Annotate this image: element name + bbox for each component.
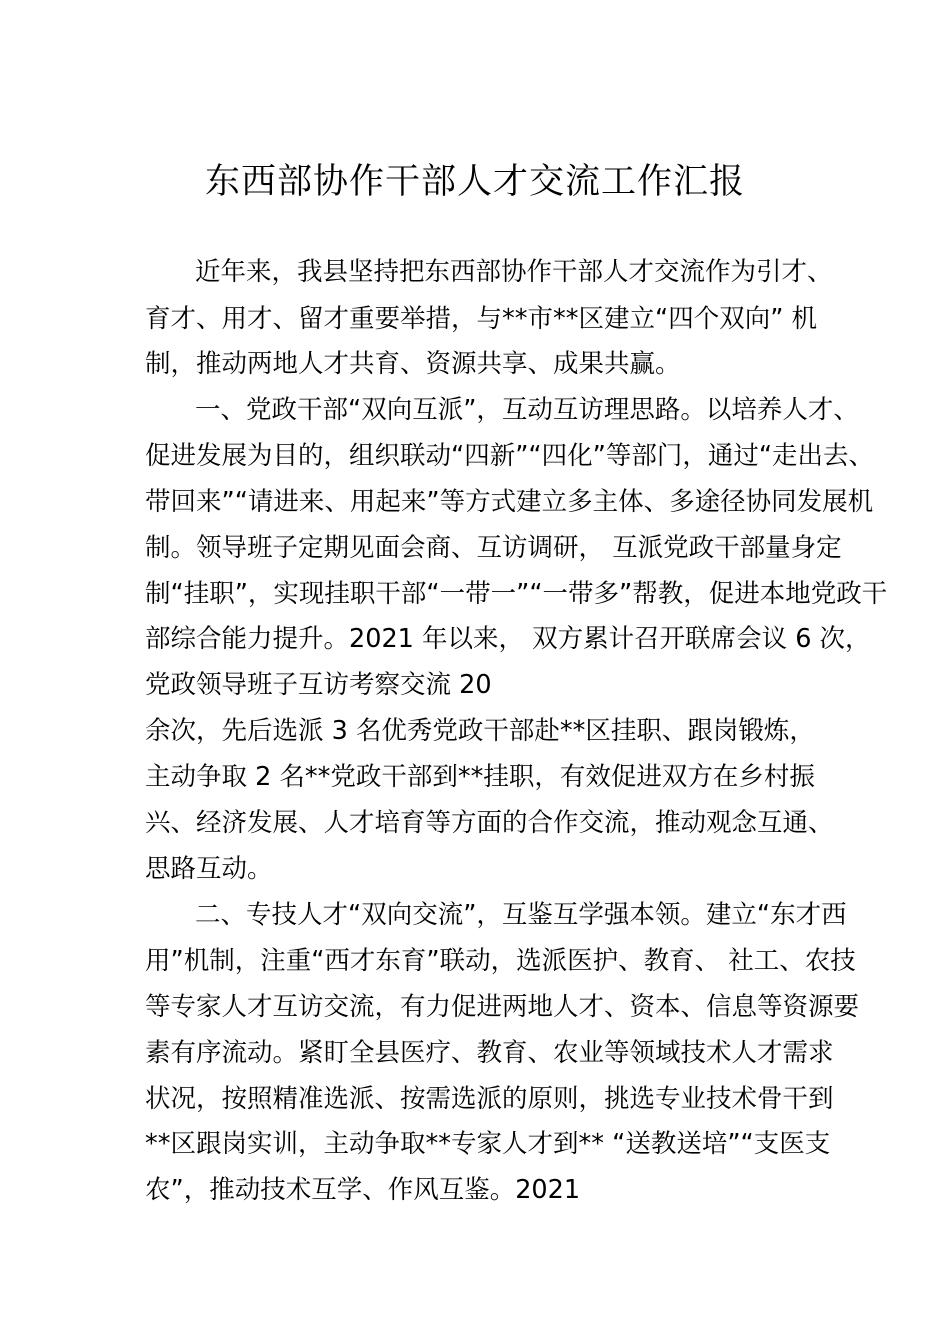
paragraph-line: 主动争取 2 名**党政干部到**挂职，有效促进双方在乡村振 bbox=[145, 762, 815, 792]
paragraph-line: 近年来，我县坚持把东西部协作干部人才交流作为引才、 bbox=[195, 257, 833, 287]
paragraph-line: 制，推动两地人才共育、资源共享、成果共赢。 bbox=[145, 349, 681, 379]
paragraph-line: 一、党政干部“双向互派”，互动互访理思路。以培养人才、 bbox=[195, 395, 859, 425]
paragraph-line: 促进发展为目的，组织联动“四新”“四化”等部门，通过“走出去、 bbox=[145, 441, 875, 471]
paragraph-line: 农”，推动技术互学、作风互鉴。2021 bbox=[145, 1175, 581, 1205]
paragraph-line: 党政领导班子互访考察交流 20 bbox=[145, 670, 492, 700]
paragraph-line: 制“挂职”，实现挂职干部“一带一”“一带多”帮教，促进本地党政干 bbox=[145, 579, 888, 609]
paragraph-line: 余次，先后选派 3 名优秀党政干部赴**区挂职、跟岗锻炼， bbox=[145, 716, 815, 746]
paragraph-line: 育才、用才、留才重要举措，与**市**区建立“四个双向” 机 bbox=[145, 304, 818, 334]
paragraph-line: 等专家人才互访交流，有力促进两地人才、资本、信息等资源要 bbox=[145, 992, 860, 1022]
paragraph-line: 用”机制，注重“西才东育”联动，选派医护、教育、 社工、农技 bbox=[145, 946, 856, 976]
paragraph-line: 二、专技人才“双向交流”，互鉴互学强本领。建立“东才西 bbox=[195, 900, 847, 930]
paragraph-line: 素有序流动。紧盯全县医疗、教育、农业等领域技术人才需求 bbox=[145, 1038, 834, 1068]
paragraph-line: 部综合能力提升。2021 年以来， 双方累计召开联席会议 6 次， bbox=[145, 624, 871, 654]
document-title: 东西部协作干部人才交流工作汇报 bbox=[204, 162, 745, 202]
paragraph-line: 思路互动。 bbox=[145, 854, 273, 884]
paragraph-line: 状况，按照精准选派、按需选派的原则，挑选专业技术骨干到 bbox=[145, 1084, 834, 1114]
paragraph-line: **区跟岗实训，主动争取**专家人才到** “送教送培”“支医支 bbox=[145, 1129, 831, 1159]
paragraph-line: 制。领导班子定期见面会商、互访调研， 互派党政干部量身定 bbox=[145, 533, 842, 563]
paragraph-line: 带回来”“请进来、用起来”等方式建立多主体、多途径协同发展机 bbox=[145, 487, 874, 517]
paragraph-line: 兴、经济发展、人才培育等方面的合作交流，推动观念互通、 bbox=[145, 808, 834, 838]
